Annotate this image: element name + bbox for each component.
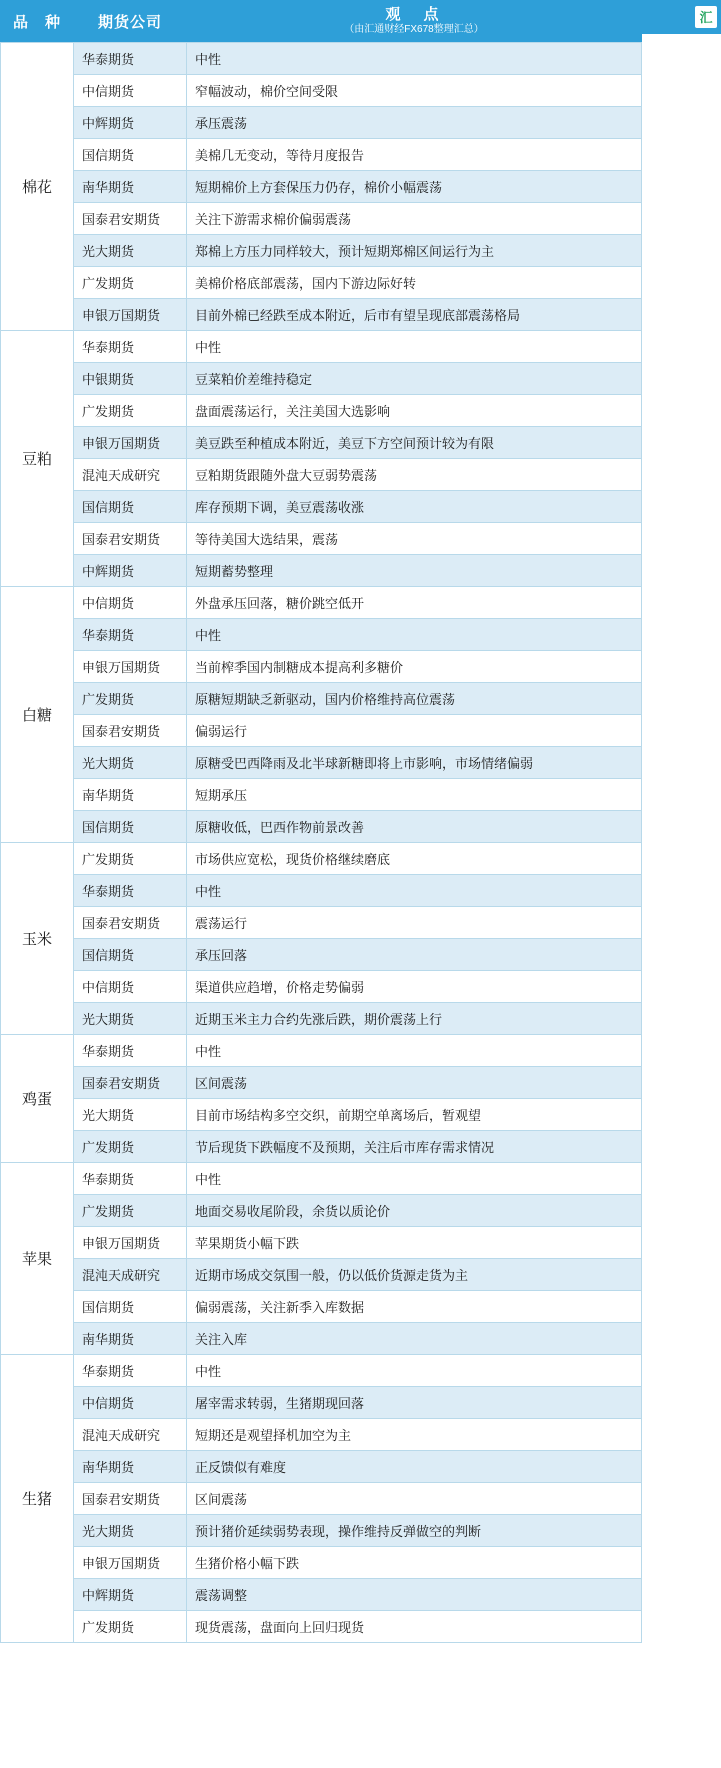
table-row — [1, 1131, 642, 1163]
table-row — [1, 683, 642, 715]
company-cell: 广发期货 — [74, 395, 187, 427]
company-cell: 中辉期货 — [74, 107, 187, 139]
table-row — [1, 395, 642, 427]
company-cell: 混沌天成研究 — [74, 459, 187, 491]
table-row — [1, 875, 642, 907]
view-cell: 中性 — [187, 1163, 642, 1195]
header-table — [0, 0, 642, 42]
company-cell: 华泰期货 — [74, 331, 187, 363]
company-cell: 中信期货 — [74, 1387, 187, 1419]
company-cell: 广发期货 — [74, 683, 187, 715]
table-row — [1, 1515, 642, 1547]
table-row — [1, 1099, 642, 1131]
header-row — [1, 1, 642, 42]
table-row — [1, 1067, 642, 1099]
company-cell: 华泰期货 — [74, 1355, 187, 1387]
column-header-company: 期货公司 — [74, 1, 187, 42]
company-cell: 广发期货 — [74, 1195, 187, 1227]
view-cell: 目前外棉已经跌至成本附近，后市有望呈现底部震荡格局 — [187, 299, 642, 331]
company-cell: 申银万国期货 — [74, 299, 187, 331]
company-cell: 光大期货 — [74, 1099, 187, 1131]
view-cell: 短期承压 — [187, 779, 642, 811]
company-cell: 广发期货 — [74, 1131, 187, 1163]
table-row — [1, 331, 642, 363]
table-row — [1, 1579, 642, 1611]
company-cell: 华泰期货 — [74, 875, 187, 907]
opinion-table — [0, 42, 642, 1643]
table-row — [1, 1387, 642, 1419]
table-row — [1, 1547, 642, 1579]
view-cell: 近期市场成交氛围一般，仍以低价货源走货为主 — [187, 1259, 642, 1291]
view-cell: 区间震荡 — [187, 1483, 642, 1515]
variety-cell: 白糖 — [1, 587, 74, 843]
company-cell: 南华期货 — [74, 1451, 187, 1483]
company-cell: 南华期货 — [74, 171, 187, 203]
view-cell: 中性 — [187, 619, 642, 651]
view-cell: 原糖短期缺乏新驱动，国内价格维持高位震荡 — [187, 683, 642, 715]
view-cell: 窄幅波动，棉价空间受限 — [187, 75, 642, 107]
table-row — [1, 75, 642, 107]
company-cell: 国信期货 — [74, 939, 187, 971]
view-cell: 苹果期货小幅下跌 — [187, 1227, 642, 1259]
variety-cell: 鸡蛋 — [1, 1035, 74, 1163]
company-cell: 广发期货 — [74, 267, 187, 299]
table-row — [1, 299, 642, 331]
company-cell: 国泰君安期货 — [74, 203, 187, 235]
table-row — [1, 1259, 642, 1291]
column-header-view — [187, 1, 642, 42]
table-row — [1, 459, 642, 491]
table-row — [1, 715, 642, 747]
table-row — [1, 171, 642, 203]
company-cell: 华泰期货 — [74, 1163, 187, 1195]
company-cell: 申银万国期货 — [74, 651, 187, 683]
company-cell: 混沌天成研究 — [74, 1259, 187, 1291]
company-cell: 国信期货 — [74, 139, 187, 171]
table-row — [1, 1611, 642, 1643]
table-row — [1, 1195, 642, 1227]
table-row — [1, 1483, 642, 1515]
table-row — [1, 139, 642, 171]
company-cell: 国信期货 — [74, 811, 187, 843]
view-cell: 节后现货下跌幅度不及预期，关注后市库存需求情况 — [187, 1131, 642, 1163]
company-cell: 申银万国期货 — [74, 1547, 187, 1579]
company-cell: 光大期货 — [74, 747, 187, 779]
variety-cell: 苹果 — [1, 1163, 74, 1355]
company-cell: 申银万国期货 — [74, 427, 187, 459]
table-row — [1, 107, 642, 139]
view-cell: 关注下游需求棉价偏弱震荡 — [187, 203, 642, 235]
company-cell: 华泰期货 — [74, 1035, 187, 1067]
view-cell: 等待美国大选结果，震荡 — [187, 523, 642, 555]
view-cell: 外盘承压回落，糖价跳空低开 — [187, 587, 642, 619]
table-row — [1, 555, 642, 587]
view-cell: 郑棉上方压力同样较大，预计短期郑棉区间运行为主 — [187, 235, 642, 267]
view-cell: 豆粕期货跟随外盘大豆弱势震荡 — [187, 459, 642, 491]
table-row — [1, 427, 642, 459]
view-cell: 美棉几无变动，等待月度报告 — [187, 139, 642, 171]
view-cell: 承压回落 — [187, 939, 642, 971]
company-cell: 南华期货 — [74, 1323, 187, 1355]
table-row — [1, 971, 642, 1003]
view-cell: 偏弱震荡，关注新季入库数据 — [187, 1291, 642, 1323]
view-cell: 正反馈似有难度 — [187, 1451, 642, 1483]
view-cell: 原糖受巴西降雨及北半球新糖即将上市影响，市场情绪偏弱 — [187, 747, 642, 779]
company-cell: 国泰君安期货 — [74, 715, 187, 747]
company-cell: 中银期货 — [74, 363, 187, 395]
table-row — [1, 811, 642, 843]
table-row — [1, 843, 642, 875]
table-row — [1, 1035, 642, 1067]
variety-cell: 玉米 — [1, 843, 74, 1035]
company-cell: 光大期货 — [74, 1003, 187, 1035]
table-row — [1, 523, 642, 555]
view-cell: 原糖收低，巴西作物前景改善 — [187, 811, 642, 843]
view-cell: 震荡调整 — [187, 1579, 642, 1611]
table-row — [1, 1003, 642, 1035]
view-cell: 当前榨季国内制糖成本提高利多糖价 — [187, 651, 642, 683]
table-row — [1, 267, 642, 299]
table-row — [1, 203, 642, 235]
view-cell: 市场供应宽松，现货价格继续磨底 — [187, 843, 642, 875]
column-header-variety: 品 种 — [1, 1, 74, 42]
table-row — [1, 1163, 642, 1195]
view-cell: 短期棉价上方套保压力仍存，棉价小幅震荡 — [187, 171, 642, 203]
table-row — [1, 491, 642, 523]
view-cell: 渠道供应趋增，价格走势偏弱 — [187, 971, 642, 1003]
company-cell: 中辉期货 — [74, 1579, 187, 1611]
view-cell: 地面交易收尾阶段，余货以质论价 — [187, 1195, 642, 1227]
company-cell: 中辉期货 — [74, 555, 187, 587]
variety-cell: 生猪 — [1, 1355, 74, 1643]
view-cell: 偏弱运行 — [187, 715, 642, 747]
view-cell: 豆菜粕价差维持稳定 — [187, 363, 642, 395]
table-row — [1, 907, 642, 939]
table-row — [1, 939, 642, 971]
table-row — [1, 1419, 642, 1451]
variety-cell: 豆粕 — [1, 331, 74, 587]
table-row — [1, 1323, 642, 1355]
table-row — [1, 747, 642, 779]
company-cell: 华泰期货 — [74, 43, 187, 75]
view-cell: 短期还是观望择机加空为主 — [187, 1419, 642, 1451]
company-cell: 国泰君安期货 — [74, 907, 187, 939]
company-cell: 混沌天成研究 — [74, 1419, 187, 1451]
company-cell: 国信期货 — [74, 1291, 187, 1323]
view-cell: 生猪价格小幅下跌 — [187, 1547, 642, 1579]
view-cell: 震荡运行 — [187, 907, 642, 939]
view-cell: 美棉价格底部震荡，国内下游边际好转 — [187, 267, 642, 299]
view-cell: 承压震荡 — [187, 107, 642, 139]
company-cell: 申银万国期货 — [74, 1227, 187, 1259]
company-cell: 光大期货 — [74, 1515, 187, 1547]
table-row — [1, 619, 642, 651]
table-row — [1, 1355, 642, 1387]
column-header-view-main: 观 点 — [385, 6, 443, 24]
brand-logo-icon: 汇 — [695, 6, 717, 28]
view-cell: 中性 — [187, 1355, 642, 1387]
view-cell: 短期蓄势整理 — [187, 555, 642, 587]
variety-cell: 棉花 — [1, 43, 74, 331]
view-cell: 近期玉米主力合约先涨后跌，期价震荡上行 — [187, 1003, 642, 1035]
company-cell: 华泰期货 — [74, 619, 187, 651]
table-row — [1, 779, 642, 811]
view-cell: 中性 — [187, 875, 642, 907]
view-cell: 中性 — [187, 1035, 642, 1067]
company-cell: 广发期货 — [74, 1611, 187, 1643]
company-cell: 国泰君安期货 — [74, 523, 187, 555]
view-cell: 美豆跌至种植成本附近，美豆下方空间预计较为有限 — [187, 427, 642, 459]
company-cell: 南华期货 — [74, 779, 187, 811]
column-header-view-sub: （由汇通财经FX678整理汇总） — [344, 24, 484, 36]
company-cell: 广发期货 — [74, 843, 187, 875]
view-cell: 预计猪价延续弱势表现，操作维持反弹做空的判断 — [187, 1515, 642, 1547]
sheet-header — [0, 0, 721, 42]
table-row — [1, 1291, 642, 1323]
table-row — [1, 363, 642, 395]
view-cell: 盘面震荡运行，关注美国大选影响 — [187, 395, 642, 427]
table-row — [1, 587, 642, 619]
table-row — [1, 235, 642, 267]
company-cell: 中信期货 — [74, 971, 187, 1003]
table-row — [1, 1227, 642, 1259]
table-row — [1, 651, 642, 683]
company-cell: 国泰君安期货 — [74, 1067, 187, 1099]
view-cell: 现货震荡，盘面向上回归现货 — [187, 1611, 642, 1643]
view-cell: 库存预期下调，美豆震荡收涨 — [187, 491, 642, 523]
company-cell: 光大期货 — [74, 235, 187, 267]
view-cell: 中性 — [187, 331, 642, 363]
company-cell: 中信期货 — [74, 587, 187, 619]
view-cell: 目前市场结构多空交织，前期空单离场后，暂观望 — [187, 1099, 642, 1131]
company-cell: 国泰君安期货 — [74, 1483, 187, 1515]
view-cell: 屠宰需求转弱，生猪期现回落 — [187, 1387, 642, 1419]
view-cell: 区间震荡 — [187, 1067, 642, 1099]
table-row — [1, 1451, 642, 1483]
company-cell: 国信期货 — [74, 491, 187, 523]
opinion-table-body — [1, 43, 642, 1643]
view-cell: 关注入库 — [187, 1323, 642, 1355]
view-cell: 中性 — [187, 43, 642, 75]
table-row — [1, 43, 642, 75]
company-cell: 中信期货 — [74, 75, 187, 107]
